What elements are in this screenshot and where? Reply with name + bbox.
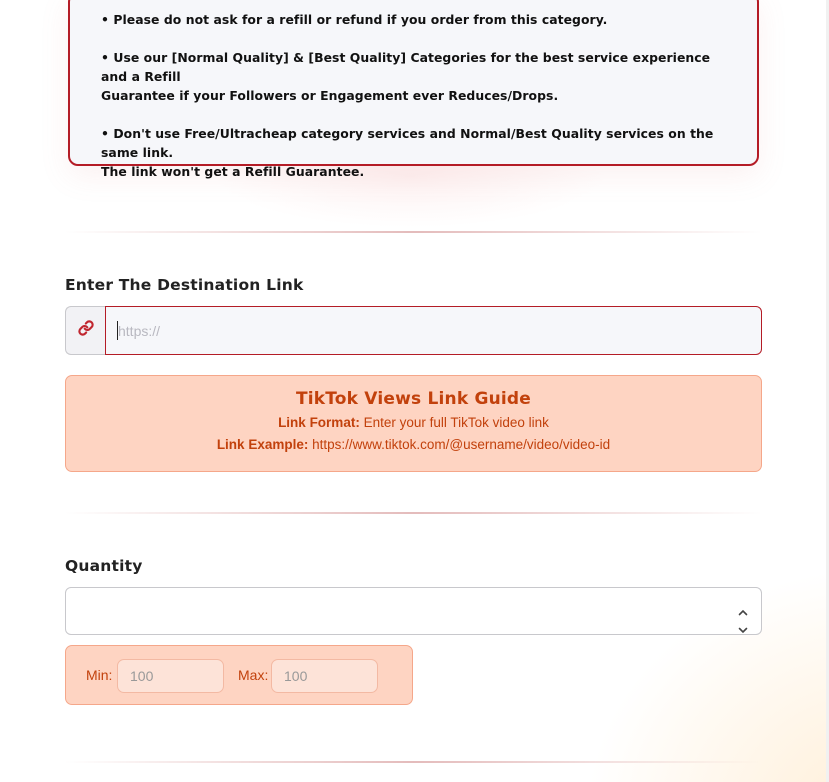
quantity-label: Quantity [65, 557, 143, 575]
link-addon [65, 306, 105, 355]
max-label: Max: [238, 667, 269, 683]
section-divider [65, 761, 762, 763]
notice-box [68, 0, 759, 179]
max-field: 100 [271, 659, 378, 693]
min-max-box [65, 645, 413, 705]
link-guide-box [65, 375, 762, 472]
notice-line-refund: • Please do not ask for a refill or refund if you order from this category. [101, 12, 608, 27]
link-icon [78, 320, 94, 341]
quantity-stepper[interactable] [738, 603, 748, 621]
link-format-row [66, 412, 761, 434]
text-caret [117, 321, 118, 340]
link-example-row [66, 434, 761, 456]
min-field: 100 [117, 659, 224, 693]
destination-label: Enter The Destination Link [65, 276, 304, 294]
link-format-value: Enter your full TikTok video link [363, 415, 549, 430]
notice-line-mixing-cont: The link won't get a Refill Guarantee. [101, 164, 365, 179]
destination-input-group [65, 306, 762, 355]
notice-line-quality-cont: Guarantee if your Followers or Engagement ever Reduces/Drops. [101, 88, 559, 103]
section-divider [65, 231, 762, 233]
quantity-input[interactable] [65, 587, 762, 635]
link-example-label: Link Example: [216, 437, 309, 452]
link-example-value: https://www.tiktok.com/@username/video/video-id [312, 437, 611, 452]
chevron-down-icon[interactable] [738, 621, 748, 639]
notice-line-mixing: • Don't use Free/Ultracheap category services and Normal/Best Quality services on the same link. [101, 126, 714, 160]
link-format-label: Link Format: [278, 415, 360, 430]
notice-line-quality: • Use our [Normal Quality] & [Best Quality] Categories for the best service experience and a Refill [101, 50, 711, 84]
link-guide-title: TikTok Views Link Guide [295, 389, 532, 409]
chevron-up-icon[interactable] [738, 603, 748, 621]
destination-link-input[interactable] [105, 306, 762, 355]
section-divider [65, 512, 762, 514]
min-label: Min: [86, 667, 113, 683]
